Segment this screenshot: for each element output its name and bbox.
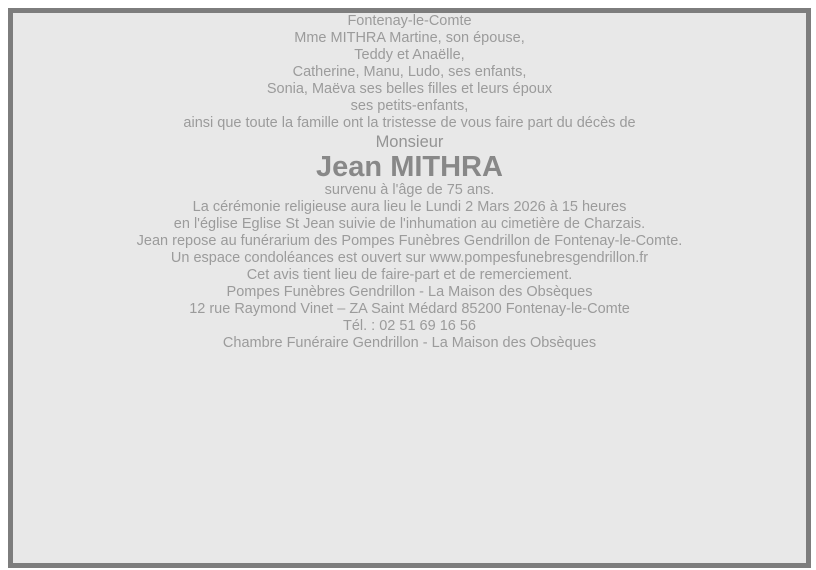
funeral-chamber-line: Chambre Funéraire Gendrillon - La Maison des Obsèques xyxy=(222,335,597,351)
ceremony-line-date: La cérémonie religieuse aura lieu le Lundi 2 Mars 2026 à 15 heures xyxy=(192,199,627,215)
family-line-spouse: Mme MITHRA Martine, son épouse, xyxy=(294,30,525,46)
condolences-line: Un espace condoléances est ouvert sur www.pompesfunebresgendrillon.fr xyxy=(170,250,649,266)
funeral-home-address: 12 rue Raymond Vinet – ZA Saint Médard 85200 Fontenay-le-Comte xyxy=(189,301,630,317)
funeral-home-name: Pompes Funèbres Gendrillon - La Maison des Obsèques xyxy=(226,284,593,300)
family-line-children: Catherine, Manu, Ludo, ses enfants, xyxy=(292,64,527,80)
family-line-grandchildren-names: Teddy et Anaëlle, xyxy=(354,47,465,63)
notice-line: Cet avis tient lieu de faire-part et de remerciement. xyxy=(246,267,573,283)
obituary-card xyxy=(8,8,811,568)
age-line: survenu à l'âge de 75 ans. xyxy=(324,182,495,198)
repose-line: Jean repose au funérarium des Pompes Funèbres Gendrillon de Fontenay-le-Comte. xyxy=(136,233,683,249)
family-line-daughters-in-law: Sonia, Maëva ses belles filles et leurs époux xyxy=(266,81,553,97)
location-line: Fontenay-le-Comte xyxy=(347,13,472,29)
family-line-announcement: ainsi que toute la famille ont la tristesse de vous faire part du décès de xyxy=(183,115,636,131)
funeral-home-phone: Tél. : 02 51 69 16 56 xyxy=(342,318,476,334)
deceased-name: Jean MITHRA xyxy=(316,151,503,183)
ceremony-line-place: en l'église Eglise St Jean suivie de l'inhumation au cimetière de Charzais. xyxy=(173,216,646,232)
family-line-grandchildren: ses petits-enfants, xyxy=(350,98,469,114)
civility-line: Monsieur xyxy=(375,133,444,151)
